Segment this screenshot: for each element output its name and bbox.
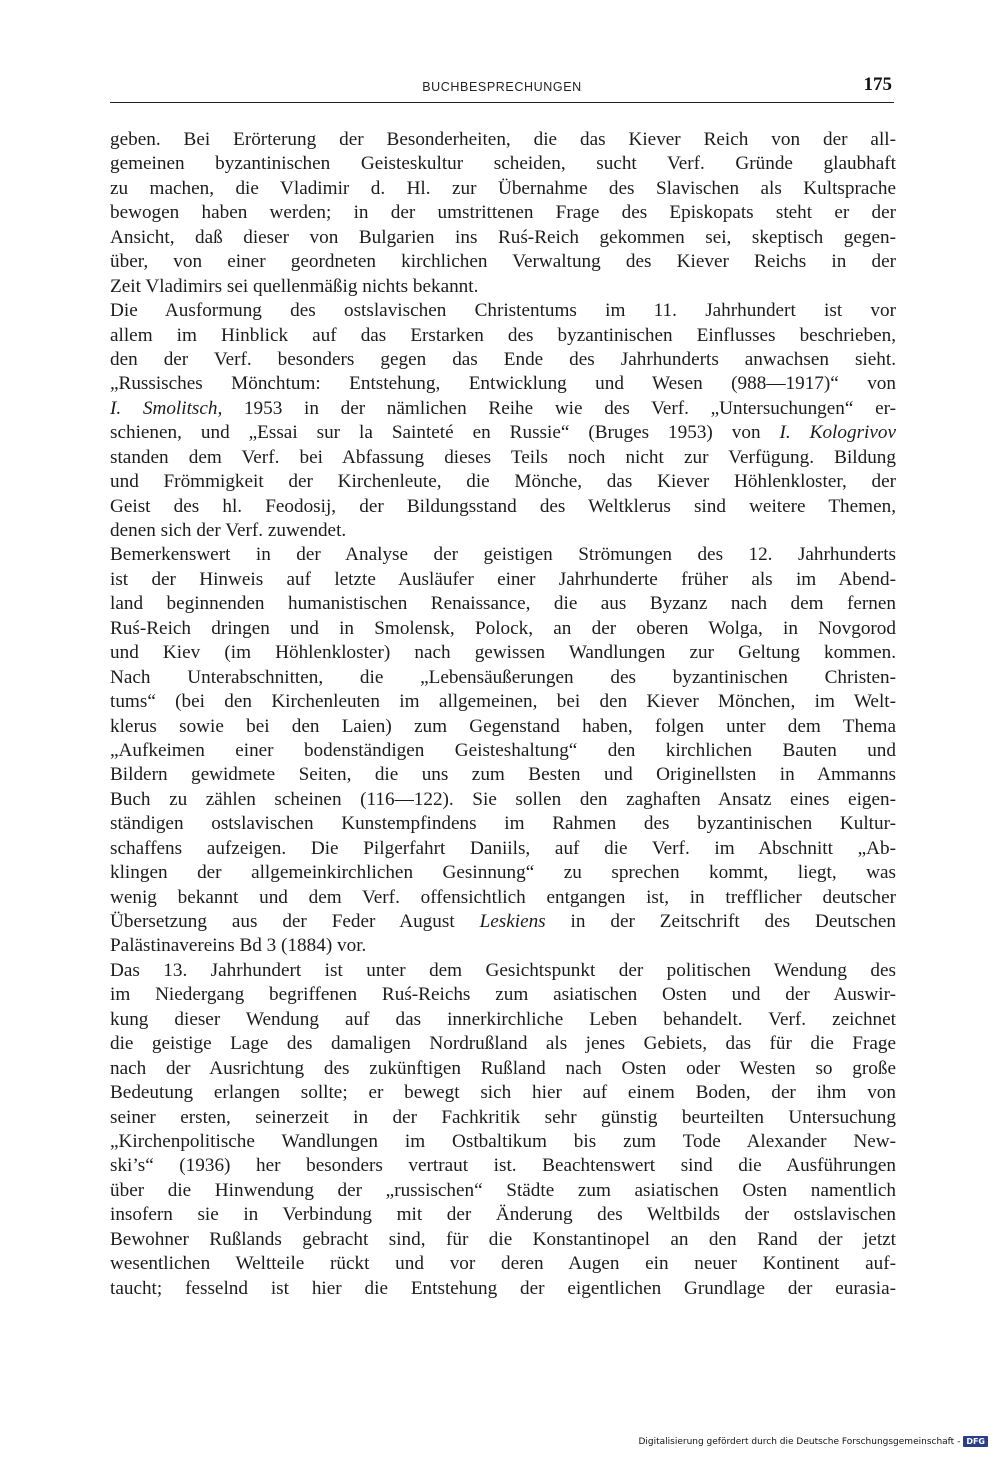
text-line: wesentlichen Weltteile rückt und vor deren Augen ein neuer Kontinent auf- [110,1253,896,1275]
text-line: und Frömmigkeit der Kirchenleute, die Mönche, das Kiever Höhlenkloster, der [110,471,896,493]
text-line: die geistige Lage des damaligen Nordrußland als jenes Gebiets, das für die Frage [110,1033,896,1055]
text-line: über, von einer geordneten kirchlichen Verwaltung des Kiever Reichs in der [110,251,896,273]
text-line: gemeinen byzantinischen Geisteskultur scheiden, sucht Verf. Gründe glaubhaft [110,153,896,175]
text-line: Bildern gewidmete Seiten, die uns zum Besten und Originellsten in Ammanns [110,764,896,786]
text-segment: in der Zeitschrift des Deutschen [545,911,896,932]
text-line: Bewohner Rußlands gebracht sind, für die Konstantinopel an den Rand der jetzt [110,1228,896,1250]
text-line: über die Hinwendung der „russischen“ Städte zum asiatischen Osten namentlich [110,1179,896,1201]
text-line [110,397,896,421]
text-line: geben. Bei Erörterung der Besonderheiten, die das Kiever Reich von der all- [110,129,896,150]
text-line: im Niedergang begriffenen Ruś-Reichs zum asiatischen Osten und der Auswir- [110,984,896,1006]
text-line: „Aufkeimen einer bodenständigen Geisteshaltung“ den kirchlichen Bauten und [110,739,896,761]
text-line: Geist des hl. Feodosij, der Bildungsstand des Weltklerus sind weitere Themen, [110,495,896,517]
author-name-italic: Leskiens [479,911,546,932]
text-line: Palästinavereins Bd 3 (1884) vor. [110,935,367,957]
text-line: Nach Unterabschnitten, die „Lebensäußerungen des byzantinischen Christen- [110,666,896,688]
text-line: tums“ (bei den Kirchenleuten im allgemeinen, bei den Kiever Mönchen, im Welt- [110,691,896,713]
text-line: kung dieser Wendung auf das innerkirchliche Leben behandelt. Verf. zeichnet [110,1008,896,1030]
text-segment: 1953 in der nämlichen Reihe wie des Verf. „Untersuchungen“ er- [222,397,896,419]
text-line: zu machen, die Vladimir d. Hl. zur Übernahme des Slavischen als Kultsprache [110,177,896,199]
text-line: allem im Hinblick auf das Erstarken des byzantinischen Einflusses beschrieben, [110,324,896,346]
credit-text: Digitalisierung gefördert durch die Deutsche Forschungsgemeinschaft - [638,1437,961,1447]
text-line: wenig bekannt und dem Verf. offensichtlich entgangen ist, in trefflicher deutscher [110,886,896,908]
text-segment: schienen, und „Essai sur la Sainteté en Russie“ (Bruges 1953) von [110,422,780,444]
text-line: „Kirchenpolitische Wandlungen im Ostbaltikum bis zum Tode Alexander New- [110,1130,896,1152]
text-line: nach der Ausrichtung des zukünftigen Rußland nach Osten oder Westen so große [110,1057,896,1079]
text-line: insofern sie in Verbindung mit der Änderung des Weltbilds der ostslavischen [110,1204,896,1226]
text-line: Ansicht, daß dieser von Bulgarien ins Ruś-Reich gekommen sei, skeptisch gegen- [110,226,896,248]
text-line: ständigen ostslavischen Kunstempfindens im Rahmen des byzantinischen Kultur- [110,813,896,835]
text-line: seiner ersten, seinerzeit in der Fachkritik sehr günstig beurteilten Untersuchung [110,1106,896,1128]
text-line: schaffens aufzeigen. Die Pilgerfahrt Daniils, auf die Verf. im Abschnitt „Ab- [110,837,896,859]
text-line: Das 13. Jahrhundert ist unter dem Gesichtspunkt der politischen Wendung des [110,959,896,981]
text-line [110,421,896,445]
text-line: ist der Hinweis auf letzte Ausläufer einer Jahrhunderte früher als im Abend- [110,568,896,590]
text-line: ski’s“ (1936) her besonders vertraut ist. Beachtenswert sind die Ausführungen [110,1155,896,1177]
author-name-italic: I. Smolitsch, [110,397,223,419]
text-line: standen dem Verf. bei Abfassung dieses Teils noch nicht zur Verfügung. Bildung [110,446,896,468]
text-line: Bemerkenswert in der Analyse der geistigen Strömungen des 12. Jahrhunderts [110,544,896,566]
body-text [110,128,896,1301]
text-segment: Übersetzung aus der Feder August [110,911,480,932]
text-line: klerus sowie bei den Laien) zum Gegenstand haben, folgen unter dem Thema [110,715,896,737]
text-line: Zeit Vladimirs sei quellenmäßig nichts bekannt. [110,275,479,297]
text-line: den der Verf. besonders gegen das Ende des Jahrhunderts anwachsen sieht. [110,348,896,370]
text-line: land beginnenden humanistischen Renaissance, die aus Byzanz nach dem fernen [110,593,896,615]
page-number: 175 [863,74,892,95]
digitization-credit [638,1436,988,1447]
author-name-italic: I. Kologrivov [779,422,896,444]
text-line: Buch zu zählen scheinen (116—122). Sie sollen den zaghaften Ansatz eines eigen- [110,788,896,810]
text-line [110,910,896,934]
text-line: denen sich der Verf. zuwendet. [110,520,347,541]
running-title: BUCHBESPRECHUNGEN [422,80,582,94]
text-line: klingen der allgemeinkirchlichen Gesinnung“ zu sprechen kommt, liegt, was [110,862,896,884]
text-line: taucht; fesselnd ist hier die Entstehung der eigentlichen Grundlage der eurasia- [110,1277,896,1299]
dfg-logo: DFG [963,1436,988,1447]
text-line: Die Ausformung des ostslavischen Christentums im 11. Jahrhundert ist vor [110,300,896,322]
text-line: „Russisches Mönchtum: Entstehung, Entwicklung und Wesen (988—1917)“ von [110,373,896,395]
text-line: Bedeutung erlangen sollte; er bewegt sich hier auf einem Boden, der ihm von [110,1082,896,1104]
text-line: und Kiev (im Höhlenkloster) nach gewissen Wandlungen zur Geltung kommen. [110,642,896,664]
running-head [110,76,894,103]
text-line: Ruś-Reich dringen und in Smolensk, Polock, an der oberen Wolga, in Novgorod [110,617,896,639]
text-line: bewogen haben werden; in der umstrittenen Frage des Episkopats steht er der [110,202,896,224]
